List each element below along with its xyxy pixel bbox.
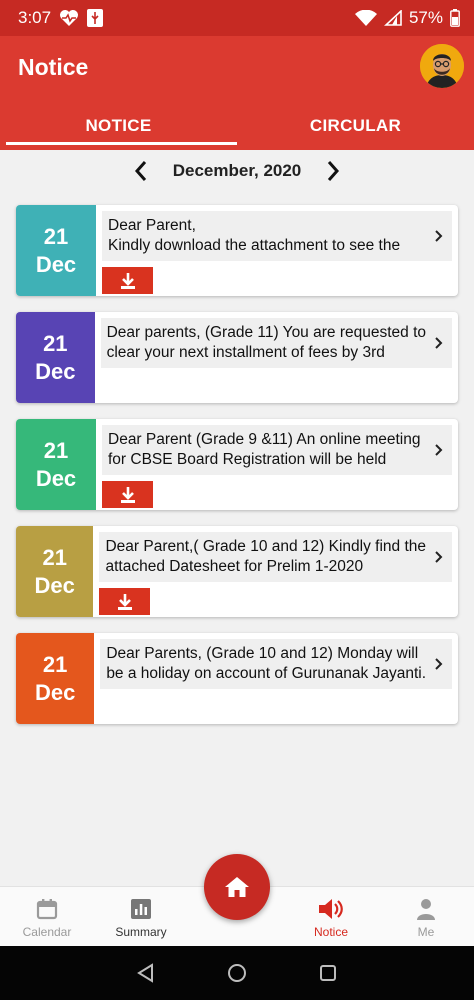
notice-message[interactable] xyxy=(99,532,452,582)
signal-icon xyxy=(384,10,402,26)
notice-day: 21 xyxy=(42,651,68,677)
usb-icon xyxy=(87,9,103,27)
notice-line-1: Dear Parent, xyxy=(108,217,196,234)
chevron-right-icon xyxy=(432,547,446,567)
battery-percent: 57% xyxy=(408,8,443,27)
bar-chart-icon xyxy=(129,897,153,921)
speaker-icon xyxy=(317,897,345,921)
nav-notice-label: Notice xyxy=(313,925,348,939)
notice-date-box xyxy=(16,419,96,510)
chevron-right-icon xyxy=(326,160,340,182)
chevron-right-icon xyxy=(432,654,446,674)
chevron-left-icon xyxy=(134,160,148,182)
notice-message[interactable] xyxy=(100,639,452,689)
next-month-button[interactable] xyxy=(321,156,345,186)
notice-month: Dec xyxy=(34,679,76,705)
month-navigator xyxy=(0,150,474,192)
notice-card[interactable] xyxy=(16,633,458,724)
chevron-right-icon xyxy=(432,333,446,353)
notice-card[interactable] xyxy=(16,419,458,510)
notice-card[interactable] xyxy=(16,526,458,617)
notice-date-box xyxy=(16,526,93,617)
system-back-button[interactable] xyxy=(134,961,158,985)
system-home-button[interactable] xyxy=(225,961,249,985)
home-circle-icon xyxy=(227,963,247,983)
nav-calendar[interactable] xyxy=(0,887,94,947)
notice-line-2: Kindly download the attachment to see the xyxy=(108,237,401,254)
wifi-icon xyxy=(355,10,377,26)
calendar-icon xyxy=(35,897,59,921)
battery-icon xyxy=(450,9,460,27)
nav-me-label: Me xyxy=(417,925,435,939)
notice-day: 21 xyxy=(43,223,69,249)
nav-summary[interactable] xyxy=(94,887,188,947)
notice-month: Dec xyxy=(35,251,77,277)
download-icon xyxy=(118,485,138,505)
notice-date-box xyxy=(16,312,95,403)
notice-line-2: clear your next installment of fees by 3rd xyxy=(106,344,385,361)
current-month-label: December, 2020 xyxy=(172,161,302,180)
chevron-right-icon xyxy=(432,226,446,246)
notice-line-2: for CBSE Board Registration will be held xyxy=(108,451,387,468)
notice-list xyxy=(16,205,458,740)
notice-date-box xyxy=(16,633,94,724)
app-header xyxy=(0,36,474,150)
notice-month: Dec xyxy=(34,572,75,598)
previous-month-button[interactable] xyxy=(129,156,153,186)
tab-notice[interactable]: NOTICE xyxy=(0,102,237,150)
tab-circular[interactable]: CIRCULAR xyxy=(309,116,402,135)
notice-line-1: Dear parents, (Grade 11) You are requested to xyxy=(106,324,426,341)
notice-card[interactable] xyxy=(16,312,458,403)
tab-bar xyxy=(0,102,474,150)
avatar[interactable] xyxy=(420,44,464,88)
notice-day: 21 xyxy=(42,544,67,570)
notice-line-2: attached Datesheet for Prelim 1-2020 xyxy=(105,558,364,575)
home-button[interactable] xyxy=(204,854,270,920)
notice-line-2: be a holiday on account of Gurunanak Jayanti. xyxy=(106,665,426,682)
download-attachment-button[interactable] xyxy=(102,481,153,508)
notice-message[interactable] xyxy=(102,425,452,475)
person-icon xyxy=(414,897,438,921)
heart-monitor-icon xyxy=(59,9,79,27)
notice-line-1: Dear Parents, (Grade 10 and 12) Monday will xyxy=(106,645,419,662)
notice-date-box xyxy=(16,205,96,296)
system-recents-button[interactable] xyxy=(316,961,340,985)
notice-line-1: Dear Parent (Grade 9 &11) An online meeting xyxy=(108,431,421,448)
download-icon xyxy=(115,592,135,612)
notice-day: 21 xyxy=(43,330,68,356)
status-bar xyxy=(0,0,474,36)
chevron-right-icon xyxy=(432,440,446,460)
system-navigation-bar xyxy=(0,946,474,1000)
notice-day: 21 xyxy=(43,437,69,463)
notice-message[interactable] xyxy=(102,211,452,261)
nav-summary-label: Summary xyxy=(115,925,167,939)
notice-month: Dec xyxy=(35,358,76,384)
recents-square-icon xyxy=(318,963,338,983)
notice-card[interactable] xyxy=(16,205,458,296)
download-attachment-button[interactable] xyxy=(102,267,153,294)
download-icon xyxy=(118,271,138,291)
page-title: Notice xyxy=(18,54,89,80)
status-time: 3:07 xyxy=(18,8,52,27)
download-attachment-button[interactable] xyxy=(99,588,150,615)
home-icon xyxy=(224,875,250,899)
nav-notice[interactable] xyxy=(284,887,378,947)
nav-calendar-label: Calendar xyxy=(22,925,72,939)
back-triangle-icon xyxy=(136,963,156,983)
notice-message[interactable] xyxy=(101,318,452,368)
notice-month: Dec xyxy=(35,465,77,491)
nav-me[interactable] xyxy=(379,887,473,947)
notice-line-1: Dear Parent,( Grade 10 and 12) Kindly find the xyxy=(105,538,426,555)
